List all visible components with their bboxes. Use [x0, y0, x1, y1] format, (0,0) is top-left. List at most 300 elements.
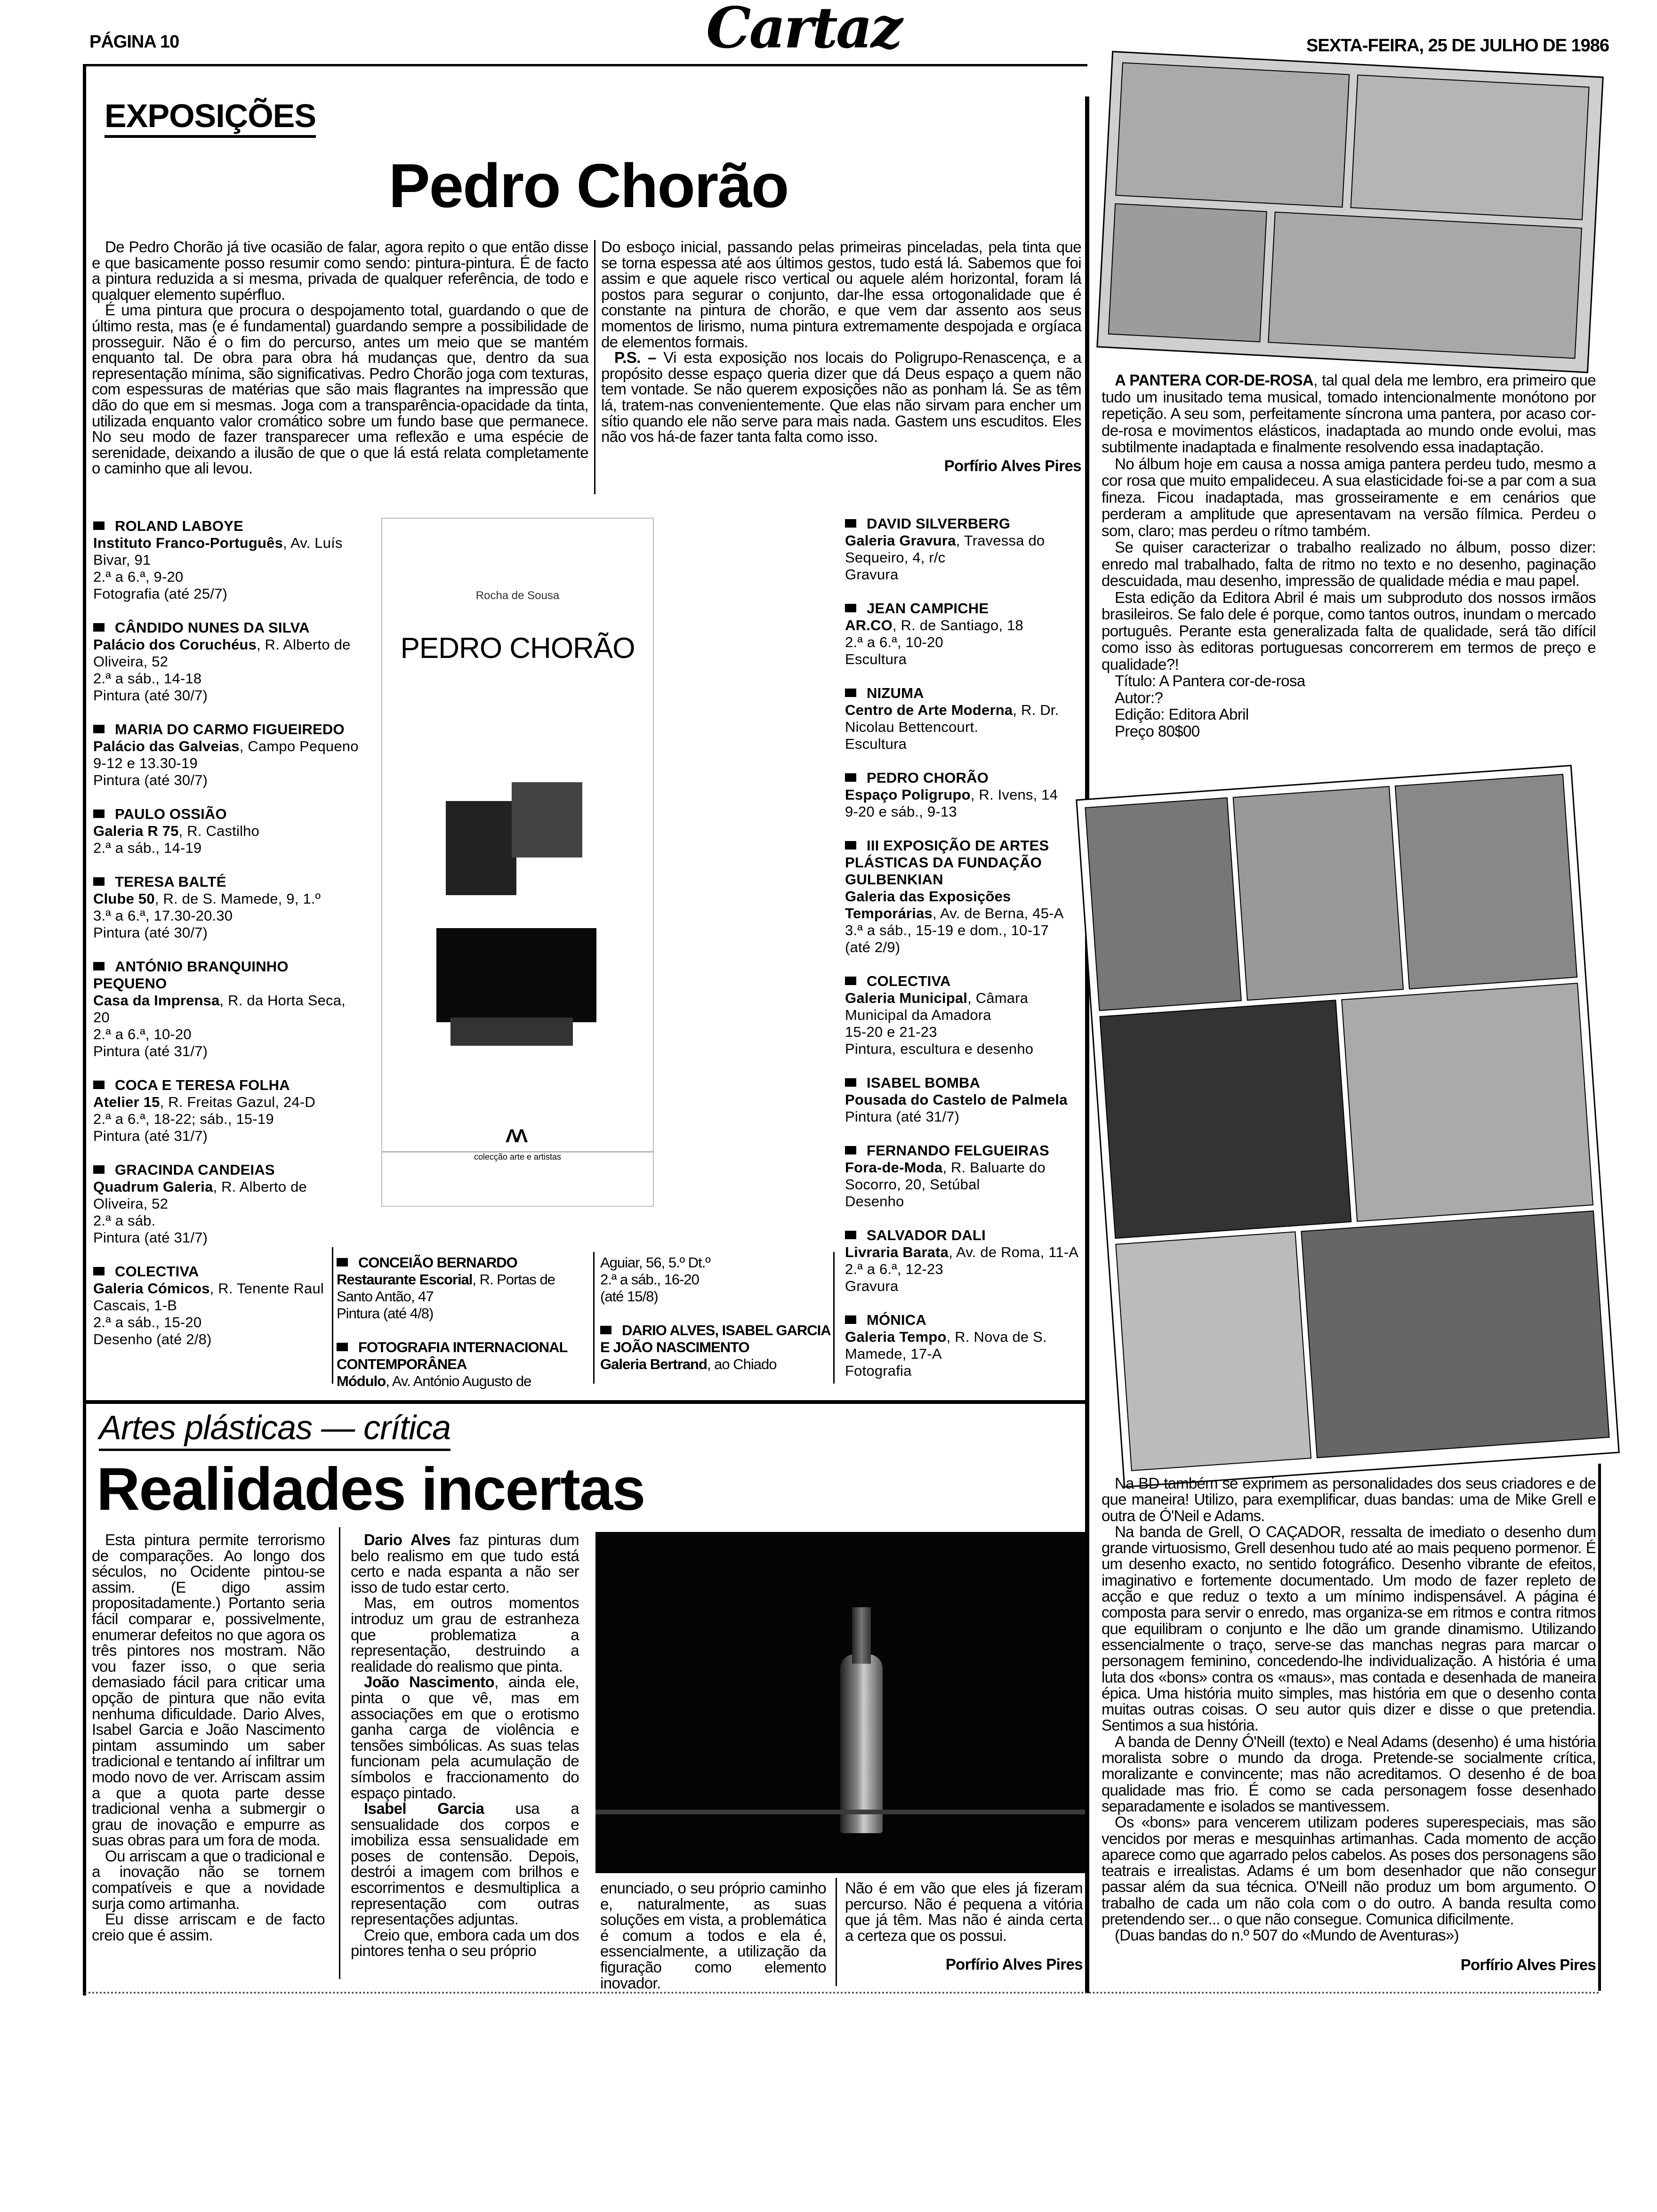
column-divider — [339, 1527, 340, 1979]
listing-detail: 9-20 e sáb., 9-13 — [845, 803, 957, 820]
square-bullet-icon — [93, 1165, 105, 1174]
listing-artist — [93, 1263, 362, 1280]
listing-artist — [337, 1339, 588, 1373]
byline: Porfírio Alves Pires — [944, 457, 1081, 474]
listing-artist — [845, 1142, 1080, 1159]
listing-detail: Gravura — [845, 566, 899, 583]
paragraph-text: (Duas bandas do n.º 507 do «Mundo de Aventuras») — [1115, 1926, 1459, 1944]
paragraph-text: É uma pintura que procura o despojamento total, guardando o que de último resta, mas (e é fundamental) guardando sempre a possibilidade de prosseguir. Não é o fim do percurso, antes um meio que se mantém enquanto tal. De obra para obra há mudanças que, dentro da sua representação mínima, são significativas. Pedro Chorão joga com texturas, com espessuras de matérias que são mais flagrantes na impressão que dão do que em si mesmas. Joga com a transparência-opacidade da tinta, utilizada enquanto valor cromático sobre um fundo base que permanece. No seu modo de fazer transparecer uma reflexão e uma espécie de serenidade, deixando a ilusão de que o que lá está relata completamente o caminho que ali levou. — [92, 301, 588, 477]
listing-detail: 15-20 e 21-23 — [845, 1024, 937, 1040]
listing-entry — [845, 1074, 1080, 1125]
credit-line: Edição: Editora Abril — [1115, 705, 1249, 723]
listing-entry — [93, 958, 362, 1060]
venue-address: , R. Castilho — [178, 823, 260, 839]
comic-panel — [1268, 212, 1582, 359]
listing-entry — [845, 973, 1080, 1058]
paragraph-text: Do esboço inicial, passando pelas primeiras pinceladas, pela tinta que se torna espessa até aos últimos gestos, tudo está lá. Sabemos que foi assim e que aquele risco vertical ou aquele além horizontal, foram lá postos para segurar o conjunto, dar-lhe essa ortogonalidade que é constante na pintura de chorão, e que vem dar assento aos seus momentos de lirismo, numa pintura extremamente despojada e orgíaca de elementos formais. — [601, 238, 1081, 351]
paragraph — [1102, 1814, 1596, 1927]
listing-artist-name: SALVADOR DALI — [867, 1227, 986, 1243]
listing-divider — [593, 1252, 595, 1384]
listing-detail: Pintura (até 30/7) — [93, 924, 208, 941]
paragraph — [351, 1674, 579, 1801]
listing-venue — [845, 532, 1080, 566]
article-column-2 — [601, 239, 1081, 473]
listing-artist — [845, 1312, 1080, 1329]
paragraph-text: Esta edição da Editora Abril é mais um subproduto dos nossos irmãos brasileiros. Se falo dele é porque, como tantos outros, inundam o mercado português. Perante esta generalizada falta de qualidade, será tão difícil como isso às editoras portuguesas concorrerem em termos de preço e qualidade?! — [1102, 588, 1596, 673]
paragraph — [1102, 589, 1596, 673]
venue-address: , Av. de Berna, 45-A — [932, 905, 1064, 922]
listing-artist-name: PEDRO CHORÃO — [867, 769, 989, 786]
square-bullet-icon — [337, 1258, 348, 1266]
listing-artist-name: DARIO ALVES, ISABEL GARCIA E JOÃO NASCIMENTO — [600, 1322, 830, 1355]
listing-entry — [93, 721, 362, 789]
paragraph — [1102, 372, 1596, 456]
listing-detail: 2.ª a 6.ª, 18-22; sáb., 15-19 — [93, 1111, 274, 1127]
listing-divider — [332, 1247, 333, 1384]
listing-artist-name: CÂNDIDO NUNES DA SILVA — [115, 619, 310, 636]
listing-detail: 2.ª a sáb. — [93, 1212, 156, 1229]
pink-panther-comic-image — [1096, 51, 1604, 373]
listing-venue — [337, 1271, 588, 1305]
listing-artist — [845, 1227, 1080, 1244]
paragraph-text: Na BD também se exprimem as personalidades dos seus criadores e de que maneira! Utilizo, para exemplificar, duas bandas: uma de Mike Grell e outra de Ó'Neil e Adams. — [1102, 1475, 1596, 1524]
listing-venue — [93, 823, 362, 840]
newspaper-logo: Cartaz — [706, 0, 901, 61]
listing-venue — [93, 535, 362, 569]
venue-address: , Campo Pequeno — [239, 738, 359, 754]
critique-column-3 — [600, 1880, 826, 1991]
listing-detail: 2.ª a 6.ª, 12-23 — [845, 1261, 943, 1277]
venue-address: , R. Dr. Nicolau Bettencourt. — [845, 702, 1059, 735]
critique-column-4 — [845, 1880, 1083, 1972]
listing-detail: 2.ª a 6.ª, 9-20 — [93, 569, 184, 585]
comic-panel — [1108, 203, 1267, 343]
paragraph-lead: A PANTERA COR-DE-ROSA — [1115, 371, 1314, 389]
listing-artist — [845, 685, 1080, 702]
listing-artist — [845, 515, 1080, 532]
listing-venue — [93, 1178, 362, 1212]
listing-entry — [93, 1162, 362, 1246]
listing-entry — [337, 1254, 588, 1322]
critique-headline: Realidades incertas — [97, 1456, 645, 1523]
square-bullet-icon — [93, 962, 105, 970]
listing-venue — [600, 1356, 831, 1373]
listing-venue — [845, 1329, 1080, 1362]
paragraph — [351, 1532, 579, 1595]
listing-detail: 3.ª a 6.ª, 17.30-20.30 — [93, 907, 233, 924]
listing-entry — [845, 1312, 1080, 1379]
listing-artist — [93, 619, 362, 636]
listing-artist-name: JEAN CAMPICHE — [867, 600, 989, 617]
paragraph-text: No álbum hoje em causa a nossa amiga pantera perdeu tudo, mesmo a cor rosa que muito empalideceu. A sua elasticidade foi-se a par com a sua fineza. Ficou inadaptada, mas grosseiramente e em cenários que perderam a amplitude que apresentavam na versão fílmica. Perdeu o som, claro; mas perdeu o rítmo também. — [1102, 455, 1596, 539]
paragraph-text: , tal qual dela me lembro, era primeiro que tudo um inusitado tema musical, tomado intencionalmente monótono por repetição. A seu som, perfeitamente síncrona uma pantera, por acaso cor-de-rosa e movimentos elásticos, inadaptada ao mundo onde evolui, mas subtilmente inadaptada e finalmente resolvendo essa inadaptação. — [1102, 371, 1596, 456]
listing-artist-name: III EXPOSIÇÃO DE ARTES PLÁSTICAS DA FUNDAÇÃO GULBENKIAN — [845, 837, 1049, 888]
square-bullet-icon — [93, 1267, 105, 1275]
comic-panel — [1350, 74, 1589, 220]
venue-name: Restaurante Escorial — [337, 1271, 473, 1288]
venue-name: Livraria Barata — [845, 1244, 949, 1260]
listing-artist-name: CONCEIÃO BERNARDO — [358, 1254, 517, 1271]
venue-address: , R. Ivens, 14 — [970, 786, 1058, 803]
listing-detail: Pintura, escultura e desenho — [845, 1041, 1034, 1057]
cover-artwork — [436, 782, 596, 1055]
square-bullet-icon — [845, 1231, 856, 1239]
listing-detail: Desenho (até 2/8) — [93, 1331, 212, 1347]
listing-venue — [93, 890, 362, 907]
paragraph-text: enunciado, o seu próprio caminho e, naturalmente, as suas soluções em vista, a problemática é comum a todos e ela é, essencialmente, a utilização da figuração como elemento inovador. — [600, 1879, 826, 1992]
square-bullet-icon — [93, 1081, 105, 1089]
listing-artist — [93, 1077, 362, 1094]
listing-artist-name: MARIA DO CARMO FIGUEIREDO — [115, 721, 345, 737]
listing-artist-name: PAULO OSSIÃO — [115, 806, 227, 822]
paragraph-text: faz pinturas dum belo realismo em que tudo está certo e nada espanta a não ser isso de tudo estar certo. — [351, 1531, 579, 1596]
paragraph-text: , ainda ele, pinta o que vê, mas em associações em que o erotismo ganha carga de violência e tensões simbólicas. As suas telas funcionam pela acumulação de símbolos e fraccionamento do espaço pintado. — [351, 1673, 579, 1802]
listing-entry — [93, 806, 362, 857]
pink-panther-review — [1102, 372, 1596, 739]
paragraph — [1102, 539, 1596, 589]
listing-detail: 2.ª a sáb., 14-19 — [93, 840, 202, 856]
listing-entry — [93, 619, 362, 704]
venue-address: , R. Portas de Santo Antão, 47 — [337, 1271, 555, 1305]
listing-detail: (até 15/8) — [600, 1288, 658, 1305]
listing-detail: Fotografia — [845, 1362, 912, 1379]
listing-entry — [845, 685, 1080, 753]
listing-entry — [600, 1322, 831, 1373]
listing-artist — [337, 1254, 588, 1271]
listing-detail: Desenho — [845, 1193, 904, 1210]
critique-kicker: Artes plásticas — crítica — [99, 1407, 450, 1451]
square-bullet-icon — [845, 689, 856, 697]
listing-detail: 3.ª a sáb., 15-19 e dom., 10-17 — [845, 922, 1049, 938]
critique-column-1 — [92, 1532, 325, 1943]
venue-name: Fora-de-Moda — [845, 1159, 943, 1176]
paragraph — [600, 1880, 826, 1991]
listing-artist-name: ISABEL BOMBA — [867, 1074, 981, 1091]
venue-address: , Av. António Augusto de — [386, 1373, 531, 1389]
venue-name: Casa da Imprensa — [93, 992, 220, 1009]
paragraph — [1102, 456, 1596, 539]
comic-panel — [1301, 1210, 1609, 1458]
paragraph-text: usa a sensualidade dos corpos e imobiliza essa sensualidade em poses de contensão. Depois, destrói a imagem com brilhos e escorrimentos e desmultiplica a representação com outras representações adjuntas. — [351, 1800, 579, 1928]
comic-panel — [1395, 774, 1577, 989]
square-bullet-icon — [845, 604, 856, 612]
venue-name: AR.CO — [845, 617, 893, 633]
paragraph — [92, 1848, 325, 1911]
frame-top-rule — [83, 64, 1087, 66]
column-divider-right — [1085, 96, 1089, 1993]
square-bullet-icon — [93, 809, 105, 818]
square-bullet-icon — [845, 841, 856, 850]
listing-artist — [600, 1322, 831, 1356]
venue-name: Centro de Arte Moderna — [845, 702, 1013, 718]
cover-title: PEDRO CHORÃO — [400, 632, 635, 665]
listing-detail: 2.ª a sáb., 14-18 — [93, 670, 202, 687]
square-bullet-icon — [93, 725, 105, 733]
page-number: PÁGINA 10 — [89, 32, 179, 52]
paragraph-text: Vi esta exposição nos locais do Poligrupo-Renascença, e a propósito desse espaço queria dizer que dá Deus espaço a quem não tem vontade. Se não querem exposições não as ponham lá. Se as têm lá, tratem-nas convenientemente. Que elas não sirvam para encher um sítio quando ele não serve para mais nada. Gastem uns escuditos. Eles não vos há-de fazer tanta falta como isso. — [601, 349, 1081, 446]
paragraph-text: Creio que, embora cada um dos pintores tenha o seu próprio — [351, 1926, 579, 1960]
listing-detail: 2.ª a sáb., 16-20 — [600, 1271, 699, 1288]
artwork-stroke — [436, 928, 596, 1022]
listing-venue — [93, 738, 362, 755]
listing-detail: Pintura (até 31/7) — [93, 1043, 208, 1059]
listing-entry — [93, 874, 362, 941]
paragraph — [351, 1927, 579, 1959]
paragraph-text: Não é em vão que eles já fizeram percurso. Não é pequena a vitória que já têm. Mas não é ainda certa a certeza que os possui. — [845, 1879, 1083, 1944]
listing-entry — [93, 1077, 362, 1145]
paragraph-text: Na banda de Grell, O CAÇADOR, ressalta de imediato o desenho dum grande virtuosismo, Grell desenhou tudo até ao mais pequeno pormenor. É um desenho exacto, no sentido fotográfico. Desenho vibrante de efeitos, imaginativo e fortemente documentado. Um modo de fazer repleto de acção e que reduz o texto a um mínimo indispensável. A página é composta para servir o enredo, mas organiza-se em ritmos e contra ritmos que equilibram o conjunto e lhe dão um grande dinamismo. Utilizando essencialmente o traço, serve-se das manchas negras para marcar o personagem feminino, concedendo-lhe individualização. A história é uma luta dos «bons» contra os «maus», mas contada e desenhada de maneira épica. Uma história muito simples, mas história em que o desenho conta muitas outras coisas. O seu autor quis dizer e disse o que pretendia. Sentimos a sua história. — [1102, 1523, 1596, 1734]
venue-address: , R. da Horta Seca, 20 — [93, 992, 346, 1026]
venue-address: , Av. de Roma, 11-A — [949, 1244, 1079, 1260]
venue-address: , ao Chiado — [707, 1356, 777, 1372]
venue-name: Galeria Gravura — [845, 532, 956, 549]
listing-detail: (até 2/9) — [845, 939, 901, 955]
listing-artist-name: FERNANDO FELGUEIRAS — [867, 1142, 1049, 1159]
listing-divider — [833, 1252, 835, 1384]
listing-entry — [845, 600, 1080, 668]
venue-name: Palácio dos Coruchéus — [93, 636, 257, 653]
listing-artist — [845, 769, 1080, 786]
venue-name: Galeria Tempo — [845, 1329, 947, 1345]
venue-name: Quadrum Galeria — [93, 1178, 213, 1195]
venue-address: , Câmara Municipal da Amadora — [845, 990, 1029, 1023]
venue-address: Aguiar, 56, 5.º Dt.º — [600, 1254, 710, 1271]
listing-artist-name: DAVID SILVERBERG — [867, 515, 1011, 532]
listing-artist — [845, 1074, 1080, 1091]
listing-artist — [93, 874, 362, 890]
listing-detail: Escultura — [845, 736, 907, 752]
listing-detail: Fotografia (até 25/7) — [93, 585, 228, 602]
listing-artist — [93, 958, 362, 992]
listing-artist-name: NIZUMA — [867, 685, 924, 701]
venue-name: Galeria Bertrand — [600, 1356, 707, 1372]
paragraph — [351, 1801, 579, 1927]
listing-venue — [337, 1373, 588, 1390]
paragraph — [92, 239, 588, 302]
square-bullet-icon — [845, 1078, 856, 1087]
paragraph-text: De Pedro Chorão já tive ocasião de falar, agora repito o que então disse e que basicamente posso resumir como sendo: pintura-pintura. É de facto a pintura reduzida a si mesma, privada de qualquer referência, de todo e qualquer elemento supérfluo. — [92, 238, 588, 303]
listing-venue — [845, 1091, 1080, 1108]
venue-name: Galeria das Exposições Temporárias — [845, 888, 1011, 922]
listing-entry — [337, 1339, 588, 1390]
comic-panel — [1085, 797, 1242, 1011]
artwork-stroke — [512, 782, 582, 858]
venue-name: Galeria Cómicos — [93, 1280, 210, 1297]
byline: Porfírio Alves Pires — [945, 1956, 1083, 1973]
comics-review — [1102, 1475, 1596, 1973]
column-divider — [594, 240, 595, 494]
paragraph — [845, 1880, 1083, 1943]
listing-detail: 2.ª a sáb., 15-20 — [93, 1314, 202, 1330]
credit-line: Autor:? — [1115, 689, 1163, 706]
listing-artist-name: COLECTIVA — [115, 1263, 199, 1280]
book-cover-image — [381, 518, 654, 1207]
bottle-neck — [852, 1607, 871, 1664]
listing-artist — [93, 806, 362, 823]
artwork-stroke — [446, 801, 516, 895]
comic-panel — [1233, 786, 1404, 1001]
square-bullet-icon — [93, 521, 105, 530]
listing-detail: 2.ª a 6.ª, 10-20 — [845, 634, 943, 650]
listing-entry — [93, 1263, 362, 1348]
paragraph-text: Esta pintura permite terrorismo de comparações. Ao longo dos séculos, no Ocidente pintou-se assim. (E digo assim propositadamente.) Portanto seria fácil comparar e, possivelmente, enumerar defeitos no que agora os três pintores nos mostram. Não vou fazer isso, o que seria demasiado fácil para criticar uma opção de pintura que não evita nenhuma dificuldade. Dario Alves, Isabel Garcia e João Nascimento pintam assumindo um saber tradicional e tentando aí infiltrar um modo novo de ver. Arriscam assim a que a quota parte desse tradicional venha a submergir o grau de inovação e empurre as suas obras para um fora de moda. — [92, 1531, 325, 1849]
listing-venue — [845, 1244, 1080, 1261]
venue-name: Galeria Municipal — [845, 990, 968, 1006]
paragraph — [92, 1911, 325, 1943]
paragraph-lead: P.S. – — [614, 349, 664, 367]
listing-venue — [93, 1280, 362, 1314]
article-column-1 — [92, 239, 588, 476]
listing-artist-name: FOTOGRAFIA INTERNACIONAL CONTEMPORÂNEA — [337, 1339, 567, 1372]
listing-entry — [845, 1142, 1080, 1210]
frame-left-rule — [83, 66, 86, 1996]
listing-entry — [845, 1227, 1080, 1295]
paragraph-lead: Dario Alves — [364, 1531, 450, 1548]
section-separator — [85, 1400, 1087, 1404]
square-bullet-icon — [93, 877, 105, 886]
publisher-logo-icon: ΛΛ — [506, 1126, 525, 1146]
listing-detail: Pintura (até 30/7) — [93, 687, 208, 704]
venue-address: , R. Nova de S. Mamede, 17-A — [845, 1329, 1047, 1362]
paragraph — [92, 1532, 325, 1848]
listing-detail: Escultura — [845, 651, 907, 667]
listing-detail: Pintura (até 31/7) — [93, 1128, 208, 1144]
venue-name: Atelier 15 — [93, 1094, 160, 1110]
listing-artist — [845, 973, 1080, 990]
venue-name: Palácio das Galveias — [93, 738, 240, 754]
table-edge — [595, 1810, 1085, 1814]
cover-series: colecção arte e artistas — [382, 1152, 653, 1162]
bottle-shape — [840, 1654, 883, 1833]
listing-detail: Pintura (até 31/7) — [93, 1229, 208, 1246]
listing-artist-name: ROLAND LABOYE — [115, 518, 243, 534]
paragraph-text: Eu disse arriscam e de facto creio que é assim. — [92, 1910, 325, 1944]
listing-artist-name: COCA E TERESA FOLHA — [115, 1077, 290, 1093]
listing-artist — [93, 1162, 362, 1178]
credit-line: Preço 80$00 — [1115, 722, 1200, 740]
cover-author: Rocha de Sousa — [475, 589, 560, 602]
paragraph — [1102, 1927, 1596, 1943]
venue-address: , Travessa do Sequeiro, 4, r/c — [845, 532, 1045, 566]
comic-panel — [1341, 983, 1593, 1222]
listing-detail: 9-12 e 13.30-19 — [93, 755, 198, 771]
listing-artist-name: MÓNICA — [867, 1312, 926, 1328]
square-bullet-icon — [845, 519, 856, 528]
venue-address: , R. Freitas Gazul, 24-D — [160, 1094, 315, 1110]
venue-name: Galeria R 75 — [93, 823, 179, 839]
listing-venue — [845, 786, 1080, 803]
listing-entry — [845, 837, 1080, 956]
paragraph — [92, 302, 588, 476]
paragraph — [1102, 1524, 1596, 1734]
listing-venue — [845, 888, 1080, 922]
issue-date: SEXTA-FEIRA, 25 DE JULHO DE 1986 — [1306, 36, 1609, 56]
listing-venue — [845, 990, 1080, 1024]
listing-artist-name: COLECTIVA — [867, 973, 951, 989]
listing-venue — [93, 1094, 362, 1111]
listing-artist-name: ANTÓNIO BRANQUINHO PEQUENO — [93, 958, 289, 992]
listing-detail: 2.ª a 6.ª, 10-20 — [93, 1026, 192, 1042]
paragraph-text: Ou arriscam a que o tradicional e a inovação não se tornem compatíveis e que a novidade surja como artimanha. — [92, 1847, 325, 1912]
square-bullet-icon — [845, 977, 856, 985]
listings-left — [93, 518, 362, 1365]
venue-address: , R. de S. Mamede, 9, 1.º — [154, 890, 321, 907]
paragraph-lead: Isabel Garcia — [364, 1800, 484, 1818]
listing-entry — [845, 515, 1080, 583]
listing-venue — [93, 636, 362, 670]
paragraph — [1102, 1475, 1596, 1524]
paragraph-lead: João Nascimento — [364, 1673, 495, 1691]
venue-address: , R. Tenente Raul Cascais, 1-B — [93, 1280, 324, 1314]
column-divider — [836, 1878, 837, 1986]
listing-detail: Pintura (até 31/7) — [845, 1108, 960, 1125]
square-bullet-icon — [845, 773, 856, 782]
listing-venue — [93, 992, 362, 1026]
adventure-comic-page-image — [1076, 765, 1620, 1488]
frame-right-rule — [1598, 1464, 1601, 1991]
listing-detail: Gravura — [845, 1278, 899, 1294]
square-bullet-icon — [337, 1343, 348, 1351]
listing-artist-name: GRACINDA CANDEIAS — [115, 1162, 275, 1178]
listing-artist-name: TERESA BALTÉ — [115, 874, 226, 890]
listing-venue — [600, 1254, 831, 1271]
listing-artist — [845, 837, 1080, 888]
listing-artist — [93, 518, 362, 535]
venue-name: Pousada do Castelo de Palmela — [845, 1091, 1068, 1108]
paragraph-text: Se quiser caracterizar o trabalho realizado no álbum, posso dizer: enredo mal trabalhado, falta de ritmo no texto e no desenho, paginação descuidada, mau desenho, impressão de qualidade média e mau papel. — [1102, 538, 1596, 589]
comic-panel — [1115, 62, 1350, 208]
listing-venue — [845, 702, 1080, 736]
comic-panel — [1099, 1000, 1351, 1239]
venue-address: , Av. Luís Bivar, 91 — [93, 535, 343, 568]
listing-entry — [845, 769, 1080, 820]
venue-address: , R. Alberto de Oliveira, 52 — [93, 636, 351, 670]
square-bullet-icon — [600, 1326, 611, 1334]
credit-line: Título: A Pantera cor-de-rosa — [1115, 672, 1305, 689]
venue-address: , R. de Santiago, 18 — [892, 617, 1023, 633]
square-bullet-icon — [845, 1146, 856, 1154]
venue-name: Clube 50 — [93, 890, 155, 907]
listings-middle-b — [600, 1254, 831, 1390]
listing-artist — [845, 600, 1080, 617]
listings-middle-a — [337, 1254, 588, 1407]
paragraph-text: Os «bons» para vencerem utilizam poderes superespeciais, mas são vencidos por meras e mesquinhas artimanhas. Cada momento de acção aparece como que agarrado pelos cabelos. As poses dos personagens são teatrais e irrealistas. Adams é um bom desenhador que não consegur passar além da sua técnica. O'Neill não produz um bom argumento. O trabalho de cada um não cola com o do outro. A banda resulta como pretendendo ser... o que não consegue. Comunica dificilmente. — [1102, 1813, 1596, 1928]
venue-name: Instituto Franco-Português — [93, 535, 283, 551]
listing-detail: Pintura (até 30/7) — [93, 772, 208, 788]
listing-venue — [845, 617, 1080, 634]
paragraph-text: Mas, em outros momentos introduz um grau de estranheza que problematiza a representação, destruindo a realidade do realismo que pinta. — [351, 1594, 579, 1675]
painting-photo — [595, 1532, 1085, 1873]
square-bullet-icon — [93, 623, 105, 632]
venue-address: , R. Baluarte do Socorro, 20, Setúbal — [845, 1159, 1046, 1193]
paragraph — [1102, 1734, 1596, 1814]
listing-detail: Pintura (até 4/8) — [337, 1305, 434, 1322]
listing-venue — [845, 1159, 1080, 1193]
byline: Porfírio Alves Pires — [1460, 1956, 1596, 1973]
bottom-rule — [85, 1992, 1601, 1994]
paragraph-text: A banda de Denny Ó'Neill (texto) e Neal Adams (desenho) é uma história moralista sobre o mundo da droga. Pretende-se socialmente crítica, moralizante e convincente; mas não acreditamos. O desenho é de boa qualidade mas frio. É como se cada personagem fosse desenhado separadamente e isolados se mantivessem. — [1102, 1732, 1596, 1815]
paragraph — [601, 350, 1081, 445]
venue-name: Módulo — [337, 1373, 386, 1389]
venue-address: , R. Alberto de Oliveira, 52 — [93, 1178, 307, 1212]
paragraph — [351, 1595, 579, 1674]
paragraph — [601, 239, 1081, 350]
artwork-stroke — [450, 1018, 573, 1046]
article-headline: Pedro Chorão — [388, 151, 788, 220]
listing-entry — [600, 1254, 831, 1305]
square-bullet-icon — [845, 1315, 856, 1324]
section-title: EXPOSIÇÕES — [105, 96, 316, 138]
